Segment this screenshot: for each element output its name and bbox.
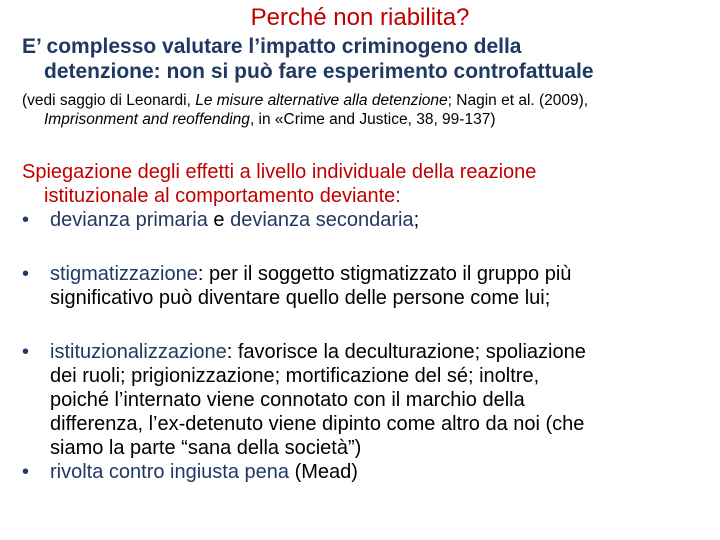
term: istituzionalizzazione bbox=[50, 341, 227, 363]
term: devianza secondaria bbox=[230, 209, 414, 231]
main-section bbox=[22, 160, 712, 484]
intro-line-1: Spiegazione degli effetti a livello individuale della reazione bbox=[22, 161, 537, 183]
lead-line-1: E’ complesso valutare l’impatto criminogeno della bbox=[22, 35, 522, 58]
text: significativo può diventare quello delle persone come lui; bbox=[50, 287, 551, 309]
reference-title-italic: Le misure alternative alla detenzione bbox=[195, 92, 448, 109]
term: rivolta contro ingiusta pena bbox=[50, 461, 290, 483]
text: differenza, l’ex-detenuto viene dipinto come altro da noi (che bbox=[50, 413, 585, 435]
bullet-icon: • bbox=[22, 263, 30, 285]
bullet-icon: • bbox=[22, 461, 30, 483]
term: devianza primaria bbox=[50, 209, 208, 231]
bullet-text bbox=[50, 460, 712, 484]
text: (Mead) bbox=[289, 461, 358, 483]
text: : per il soggetto stigmatizzato il gruppo più bbox=[197, 263, 572, 285]
reference-line-2 bbox=[22, 110, 712, 129]
bullet-text bbox=[50, 340, 712, 460]
bullet-icon: • bbox=[22, 209, 30, 231]
reference-title-italic: Imprisonment and reoffending bbox=[44, 111, 250, 128]
term: stigmatizzazione bbox=[50, 263, 198, 285]
reference-line-1 bbox=[22, 91, 712, 110]
text: siamo la parte “sana della società”) bbox=[50, 437, 362, 459]
bullet-item bbox=[22, 208, 712, 232]
text: e bbox=[207, 209, 231, 231]
reference-text: ; Nagin et al. (2009), bbox=[447, 92, 589, 109]
bullet-item bbox=[22, 460, 712, 484]
slide-title: Perché non riabilita? bbox=[250, 4, 470, 31]
lead-line-2: detenzione: non si può fare esperimento controfattuale bbox=[44, 60, 594, 83]
text: : favorisce la deculturazione; spoliazione bbox=[226, 341, 586, 363]
text: dei ruoli; prigionizzazione; mortificazione del sé; inoltre, bbox=[50, 365, 540, 387]
bullet-item bbox=[22, 340, 712, 460]
bullet-text bbox=[50, 262, 712, 310]
reference-note bbox=[22, 91, 712, 129]
text: poiché l’internato viene connotato con il marchio della bbox=[50, 389, 525, 411]
text: ; bbox=[413, 209, 420, 231]
intro-line-2: istituzionale al comportamento deviante: bbox=[44, 185, 401, 207]
reference-text: (vedi saggio di Leonardi, bbox=[22, 92, 196, 109]
bullet-text bbox=[50, 208, 712, 232]
lead-statement bbox=[22, 34, 712, 84]
bullet-item bbox=[22, 262, 712, 310]
bullet-icon: • bbox=[22, 341, 30, 363]
reference-text: , in «Crime and Justice, 38, 99-137) bbox=[249, 111, 496, 128]
